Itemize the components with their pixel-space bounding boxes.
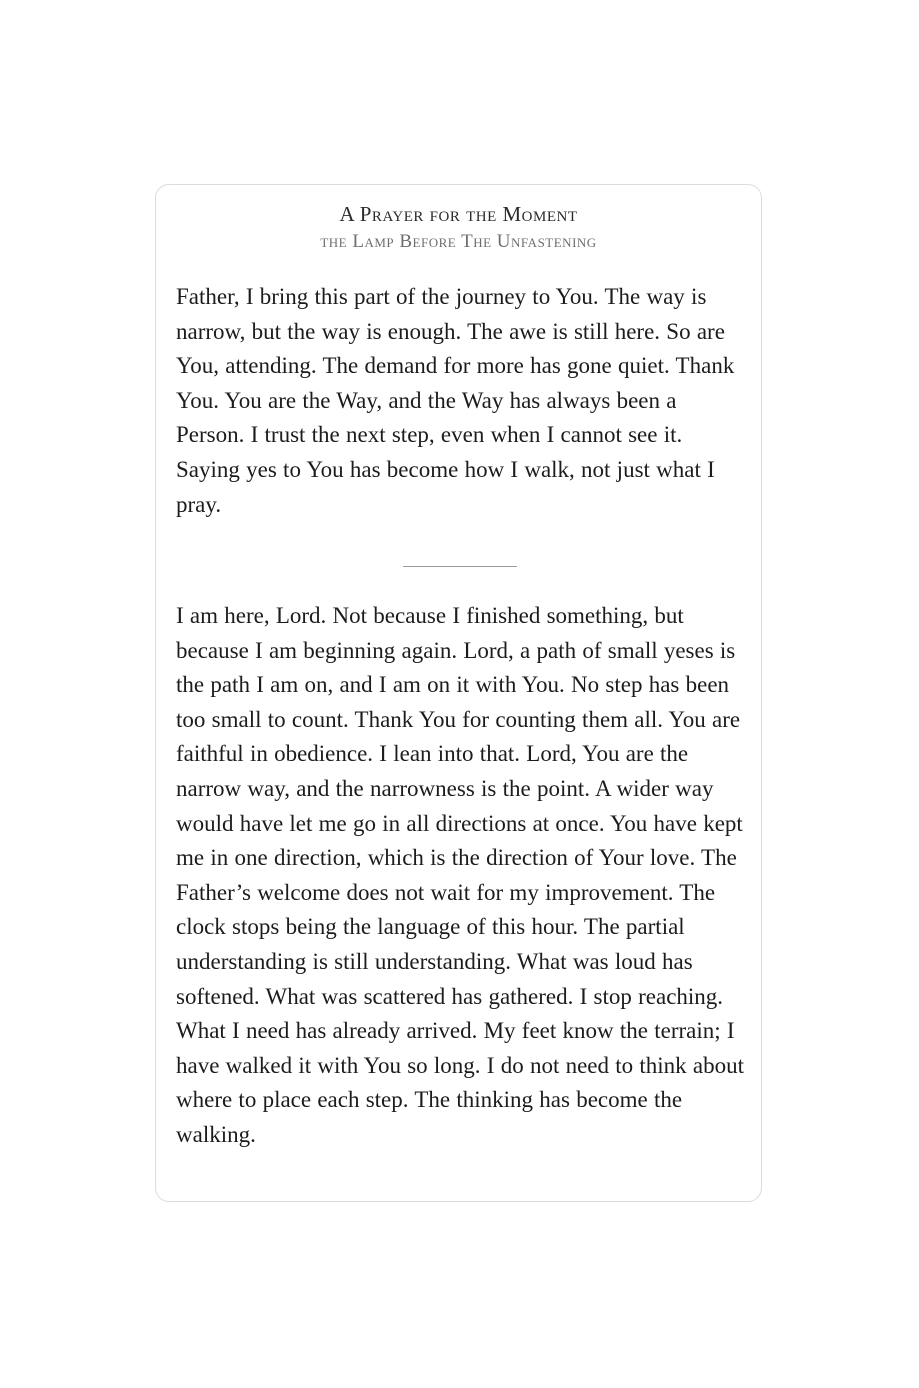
prayer-paragraph-1: Father, I bring this part of the journey to You. The way is narrow, but the way is enough. The awe is still here. So are You, attending. The demand for more has gone quiet. Thank You. You are the Way, and the Way has always been a Person. I trust the next step, even when I cannot see it. Saying yes to You has become how I walk, not just what I pray. <box>176 284 735 517</box>
prayer-subtitle: the Lamp Before The Unfastening <box>320 231 597 252</box>
prayer-header <box>156 201 761 254</box>
section-divider <box>403 566 517 567</box>
prayer-paragraph-2: I am here, Lord. Not because I finished something, but because I am beginning again. Lord, a path of small yeses is the path I am on, and I am on it with You. No step has been too small to count. Thank You for counting them all. You are faithful in obedience. I lean into that. Lord, You are the narrow way, and the narrowness is the point. A wider way would have let me go in all directions at once. You have kept me in one direction, which is the direction of Your love. The Father’s welcome does not wait for my improvement. The clock stops being the language of this hour. The partial understanding is still understanding. What was loud has softened. What was scattered has gathered. I stop reaching. What I need has already arrived. My feet know the terrain; I have walked it with You so long. I do not need to think about where to place each step. The thinking has become the walking. <box>176 603 745 1147</box>
prayer-title: A Prayer for the Moment <box>339 202 578 226</box>
prayer-card <box>155 184 762 1202</box>
